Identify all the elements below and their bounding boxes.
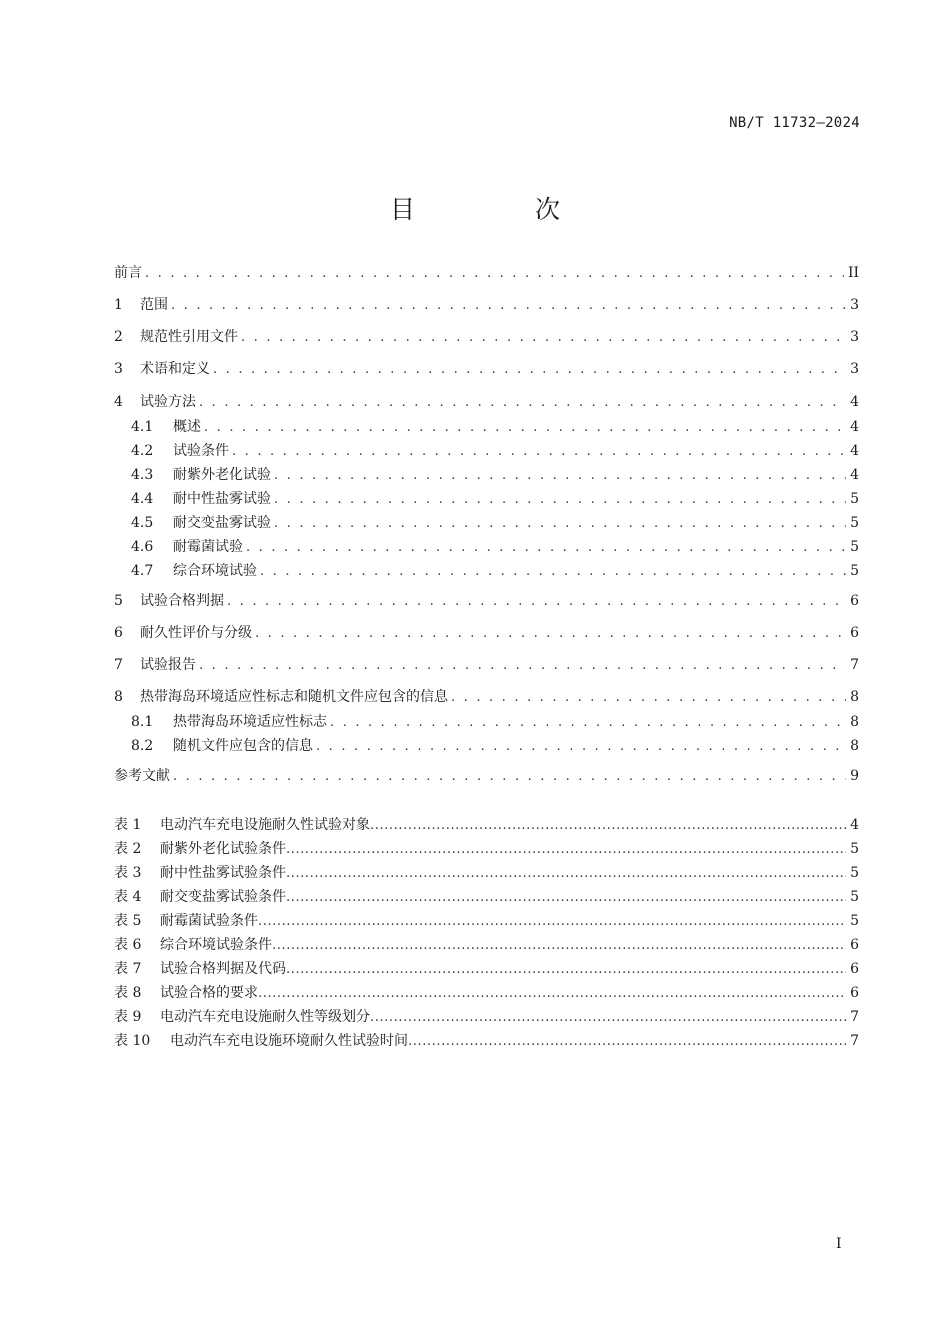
toc-entry-number: 4.2 bbox=[131, 443, 154, 459]
toc-entry-number: 1 bbox=[114, 297, 123, 313]
toc-entry-label: 热带海岛环境适应性标志和随机文件应包含的信息 bbox=[140, 689, 448, 705]
toc-entry-number: 8.2 bbox=[131, 738, 154, 754]
toc-entry-page: 8 bbox=[850, 738, 859, 754]
table-number: 表 5 bbox=[114, 913, 142, 929]
dot-leader bbox=[451, 689, 846, 707]
toc-entry-label: 参考文献 bbox=[114, 768, 170, 784]
toc-entry-page: 9 bbox=[850, 768, 859, 784]
toc-entry-number: 4.6 bbox=[131, 539, 154, 555]
toc-entry-number: 8.1 bbox=[131, 714, 154, 730]
toc-entry-4-2[interactable] bbox=[131, 442, 859, 461]
toc-entry-4-7[interactable] bbox=[131, 562, 859, 581]
table-number: 表 2 bbox=[114, 841, 142, 857]
table-list-entry-10[interactable] bbox=[114, 1032, 859, 1051]
toc-entry-label: 范围 bbox=[140, 297, 168, 313]
toc-entry-page: 3 bbox=[850, 361, 859, 377]
table-page: 7 bbox=[850, 1033, 859, 1049]
toc-entry-6[interactable] bbox=[114, 624, 859, 643]
table-number: 表 7 bbox=[114, 961, 142, 977]
table-number: 表 4 bbox=[114, 889, 142, 905]
toc-entry-page: 4 bbox=[850, 394, 859, 410]
toc-entry-8-2[interactable] bbox=[131, 737, 859, 756]
dot-leader bbox=[274, 467, 846, 485]
dot-leader bbox=[272, 937, 846, 955]
table-label: 耐霉菌试验条件 bbox=[160, 913, 258, 929]
table-label: 试验合格的要求 bbox=[160, 985, 258, 1001]
toc-entry-number: 4.3 bbox=[131, 467, 154, 483]
toc-entry-label: 随机文件应包含的信息 bbox=[173, 738, 313, 754]
toc-entry-label: 试验合格判据 bbox=[140, 593, 224, 609]
dot-leader bbox=[199, 657, 846, 675]
toc-entry-page: 7 bbox=[850, 657, 859, 673]
dot-leader bbox=[199, 394, 846, 412]
dot-leader bbox=[330, 714, 846, 732]
toc-entry-8-1[interactable] bbox=[131, 713, 859, 732]
toc-entry-label: 耐紫外老化试验 bbox=[173, 467, 271, 483]
toc-entry-4-1[interactable] bbox=[131, 418, 859, 437]
toc-entry-label: 热带海岛环境适应性标志 bbox=[173, 714, 327, 730]
table-list-entry-9[interactable] bbox=[114, 1008, 859, 1027]
toc-entry-label: 试验方法 bbox=[140, 394, 196, 410]
table-page: 6 bbox=[850, 985, 859, 1001]
table-number: 表 8 bbox=[114, 985, 142, 1001]
dot-leader bbox=[145, 265, 844, 283]
document-code: NB/T 11732—2024 bbox=[729, 115, 860, 131]
toc-entry-page: 3 bbox=[850, 297, 859, 313]
dot-leader bbox=[274, 515, 846, 533]
dot-leader bbox=[286, 841, 846, 859]
toc-entry-label: 试验报告 bbox=[140, 657, 196, 673]
dot-leader bbox=[232, 443, 846, 461]
table-label: 电动汽车充电设施环境耐久性试验时间 bbox=[170, 1033, 408, 1049]
dot-leader bbox=[173, 768, 846, 786]
dot-leader bbox=[246, 539, 846, 557]
dot-leader bbox=[204, 419, 846, 437]
table-list-entry-5[interactable] bbox=[114, 912, 859, 931]
table-number: 表 9 bbox=[114, 1009, 142, 1025]
table-page: 7 bbox=[850, 1009, 859, 1025]
table-label: 耐交变盐雾试验条件 bbox=[160, 889, 286, 905]
toc-entry-page: 4 bbox=[850, 419, 859, 435]
toc-entry-page: 3 bbox=[850, 329, 859, 345]
dot-leader bbox=[286, 889, 846, 907]
table-page: 4 bbox=[850, 817, 859, 833]
table-number: 表 1 bbox=[114, 817, 142, 833]
dot-leader bbox=[408, 1033, 846, 1051]
table-list-entry-3[interactable] bbox=[114, 864, 859, 883]
toc-entry-8[interactable] bbox=[114, 688, 859, 707]
dot-leader bbox=[274, 491, 846, 509]
page-number: I bbox=[836, 1236, 842, 1252]
dot-leader bbox=[286, 961, 846, 979]
dot-leader bbox=[171, 297, 846, 315]
toc-entry-4[interactable] bbox=[114, 393, 859, 412]
toc-entry-page: 5 bbox=[850, 515, 859, 531]
toc-entry-label: 规范性引用文件 bbox=[140, 329, 238, 345]
toc-entry-2[interactable] bbox=[114, 328, 859, 347]
toc-entry-3[interactable] bbox=[114, 360, 859, 379]
table-number: 表 3 bbox=[114, 865, 142, 881]
toc-entry-5[interactable] bbox=[114, 592, 859, 611]
toc-entry-number: 4.5 bbox=[131, 515, 154, 531]
toc-entry-preface[interactable] bbox=[114, 264, 859, 283]
toc-entry-number: 8 bbox=[114, 689, 123, 705]
table-label: 耐紫外老化试验条件 bbox=[160, 841, 286, 857]
toc-entry-page: 5 bbox=[850, 491, 859, 507]
toc-entry-page: 5 bbox=[850, 563, 859, 579]
table-list-entry-8[interactable] bbox=[114, 984, 859, 1003]
table-list-entry-4[interactable] bbox=[114, 888, 859, 907]
toc-entry-label: 综合环境试验 bbox=[173, 563, 257, 579]
table-page: 5 bbox=[850, 913, 859, 929]
toc-entry-page: 6 bbox=[850, 625, 859, 641]
toc-entry-1[interactable] bbox=[114, 296, 859, 315]
toc-entry-label: 耐交变盐雾试验 bbox=[173, 515, 271, 531]
toc-entry-references[interactable] bbox=[114, 767, 859, 786]
dot-leader bbox=[241, 329, 846, 347]
table-page: 5 bbox=[850, 889, 859, 905]
dot-leader bbox=[316, 738, 846, 756]
toc-entry-page: 8 bbox=[850, 714, 859, 730]
toc-entry-number: 2 bbox=[114, 329, 123, 345]
toc-entry-number: 5 bbox=[114, 593, 123, 609]
toc-entry-4-4[interactable] bbox=[131, 490, 859, 509]
toc-entry-4-6[interactable] bbox=[131, 538, 859, 557]
dot-leader bbox=[255, 625, 846, 643]
toc-entry-page: 4 bbox=[850, 443, 859, 459]
dot-leader bbox=[258, 913, 846, 931]
table-label: 综合环境试验条件 bbox=[160, 937, 272, 953]
table-list-entry-1[interactable] bbox=[114, 816, 859, 835]
toc-entry-page: 8 bbox=[850, 689, 859, 705]
table-label: 耐中性盐雾试验条件 bbox=[160, 865, 286, 881]
toc-entry-4-3[interactable] bbox=[131, 466, 859, 485]
toc-entry-page: 6 bbox=[850, 593, 859, 609]
toc-entry-number: 6 bbox=[114, 625, 123, 641]
toc-title: 目 次 bbox=[390, 195, 616, 224]
table-page: 6 bbox=[850, 937, 859, 953]
table-page: 5 bbox=[850, 841, 859, 857]
toc-entry-page: II bbox=[847, 265, 859, 281]
toc-entry-page: 5 bbox=[850, 539, 859, 555]
toc-entry-number: 4.7 bbox=[131, 563, 154, 579]
table-number: 表 6 bbox=[114, 937, 142, 953]
table-number: 表 10 bbox=[114, 1033, 151, 1049]
toc-entry-4-5[interactable] bbox=[131, 514, 859, 533]
toc-entry-number: 7 bbox=[114, 657, 123, 673]
table-list-entry-6[interactable] bbox=[114, 936, 859, 955]
toc-entry-label: 耐中性盐雾试验 bbox=[173, 491, 271, 507]
dot-leader bbox=[213, 361, 846, 379]
table-list-entry-2[interactable] bbox=[114, 840, 859, 859]
toc-entry-number: 4.4 bbox=[131, 491, 154, 507]
dot-leader bbox=[286, 865, 846, 883]
toc-entry-label: 前言 bbox=[114, 265, 142, 281]
dot-leader bbox=[370, 1009, 846, 1027]
toc-entry-label: 术语和定义 bbox=[140, 361, 210, 377]
table-label: 电动汽车充电设施耐久性试验对象 bbox=[160, 817, 370, 833]
toc-entry-7[interactable] bbox=[114, 656, 859, 675]
table-page: 5 bbox=[850, 865, 859, 881]
table-page: 6 bbox=[850, 961, 859, 977]
toc-entry-number: 4 bbox=[114, 394, 123, 410]
toc-entry-label: 试验条件 bbox=[173, 443, 229, 459]
table-label: 试验合格判据及代码 bbox=[160, 961, 286, 977]
toc-entry-page: 4 bbox=[850, 467, 859, 483]
toc-entry-number: 3 bbox=[114, 361, 123, 377]
dot-leader bbox=[370, 817, 846, 835]
dot-leader bbox=[258, 985, 846, 1003]
toc-entry-number: 4.1 bbox=[131, 419, 154, 435]
dot-leader bbox=[227, 593, 846, 611]
toc-entry-label: 耐霉菌试验 bbox=[173, 539, 243, 555]
toc-entry-label: 耐久性评价与分级 bbox=[140, 625, 252, 641]
dot-leader bbox=[260, 563, 846, 581]
toc-entry-label: 概述 bbox=[173, 419, 201, 435]
table-list-entry-7[interactable] bbox=[114, 960, 859, 979]
table-label: 电动汽车充电设施耐久性等级划分 bbox=[160, 1009, 370, 1025]
